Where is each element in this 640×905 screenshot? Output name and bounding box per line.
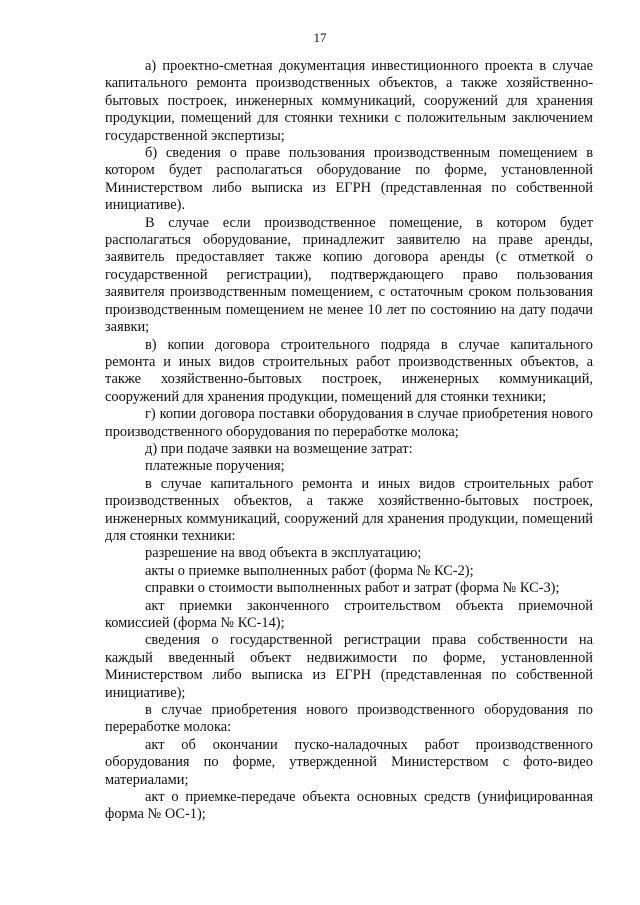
list-item-ks2-acts: акты о приемке выполненных работ (форма № КС-2); [145,562,474,579]
paragraph-lease-case: В случае если производственное помещение, в котором будет располагаться оборудование, принадлежит заявителю на праве аренды, заявитель предоставляет также копию договора аренды (с отметкой о государственной регистрации), подтверждающего право пользования заявителя производственным помещением, с остаточным сроком пользования производственным помещением не менее 10 лет по состоянию на дату подачи заявки; [105,214,593,336]
paragraph-d-reimbursement: д) при подаче заявки на возмещение затрат: [145,440,413,457]
list-item-ks3-certificates: справки о стоимости выполненных работ и затрат (форма № КС-3); [145,580,560,597]
paragraph-a-design-documentation: а) проектно-сметная документация инвестиционного проекта в случае капитального ремонта производственных объектов, а также хозяйственно-бытовых построек, инженерных коммуникаций, сооружений для хранения продукции, помещений для стоянки техники с положительным заключением государственной экспертизы; [105,58,593,144]
paragraph-repair-case: в случае капитального ремонта и иных видов строительных работ производственных объектов, а также хозяйственно-бытовых построек, инженерных коммуникаций, сооружений для хранения продукции, помещений для стоянки техники: [105,475,593,544]
page-number: 17 [313,30,327,45]
list-item-payment-orders: платежные поручения; [145,458,285,475]
list-item-ks14-act: акт приемки законченного строительством объекта приемочной комиссией (форма № КС-14); [105,597,593,631]
list-item-commissioning-permit: разрешение на ввод объекта в эксплуатацию; [145,545,422,562]
list-item-os1-act: акт о приемке-передаче объекта основных средств (унифицированная форма № ОС-1); [105,789,593,823]
list-item-ownership-registration: сведения о государственной регистрации права собственности на каждый введенный объект недвижимости по форме, установленной Министерством либо выписка из ЕГРН (представленная по собственной инициативе); [105,632,593,701]
document-body [105,58,593,824]
paragraph-b-usage-rights: б) сведения о праве пользования производственным помещением в котором будет располагаться оборудование по форме, установленной Министерством либо выписка из ЕГРН (представленная по собственной инициативе). [105,145,593,214]
paragraph-c-construction-contract: в) копии договора строительного подряда в случае капитального ремонта и иных видов строительных работ производственных объектов, а также хозяйственно-бытовых построек, инженерных коммуникаций, сооружений для хранения продукции, помещений для стоянки техники; [105,336,593,405]
paragraph-equipment-purchase-case: в случае приобретения нового производственного оборудования по переработке молока: [105,702,593,736]
paragraph-g-supply-contract: г) копии договора поставки оборудования в случае приобретения нового производственного оборудования по переработке молока; [105,406,593,440]
list-item-commissioning-act: акт об окончании пуско-наладочных работ производственного оборудования по форме, утвержденной Министерством с фото-видео материалами; [105,736,593,788]
